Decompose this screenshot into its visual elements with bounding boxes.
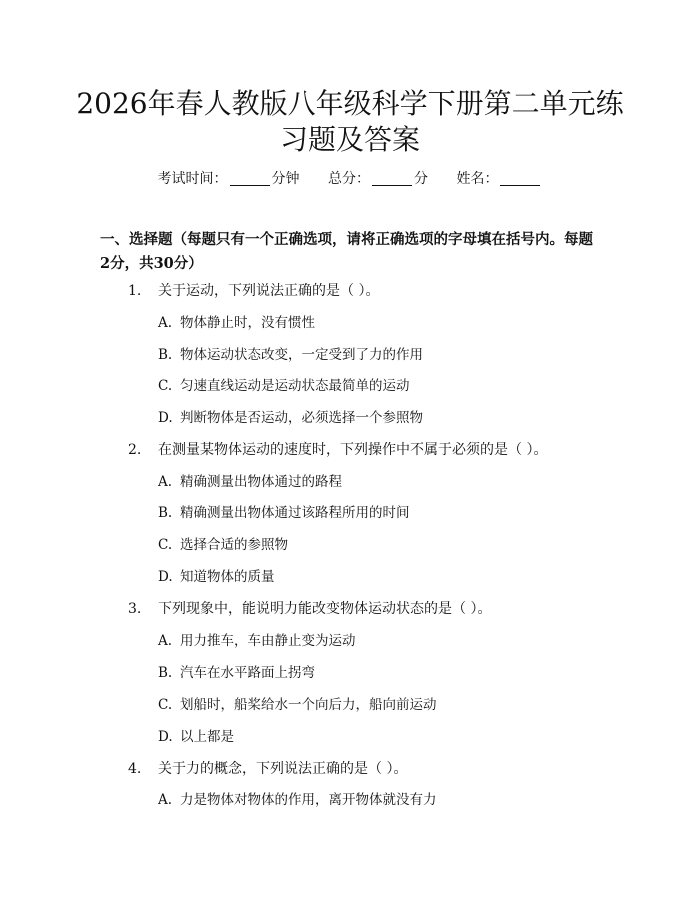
document-title-line-2: 习题及答案 <box>279 123 420 156</box>
question-2 <box>128 440 547 460</box>
option-letter: D. <box>158 569 173 585</box>
option-letter: A. <box>158 315 173 331</box>
question-3-option-b <box>158 663 315 683</box>
question-number: 1. <box>128 283 142 299</box>
total-score-field <box>328 170 428 188</box>
option-text: 精确测量出物体通过该路程所用的时间 <box>180 505 410 521</box>
option-letter: B. <box>158 665 173 681</box>
exam-time-unit: 分钟 <box>271 171 300 187</box>
question-4-option-a <box>158 790 437 810</box>
option-text: 物体运动状态改变，一定受到了力的作用 <box>180 347 423 363</box>
option-letter: A. <box>158 474 173 490</box>
question-3-option-a <box>158 631 356 651</box>
exam-time-field <box>158 170 300 188</box>
option-text: 汽车在水平路面上拐弯 <box>180 665 315 681</box>
question-2-option-b <box>158 503 410 523</box>
question-text: 关于运动，下列说法正确的是（ ）。 <box>158 283 380 299</box>
option-letter: C. <box>158 537 173 553</box>
option-text: 选择合适的参照物 <box>180 537 288 553</box>
student-name-label: 姓名： <box>456 171 499 187</box>
total-score-label: 总分： <box>328 171 370 187</box>
question-4 <box>128 759 407 779</box>
exam-meta-row <box>0 170 700 188</box>
option-letter: A. <box>158 792 173 808</box>
question-text: 在测量某物体运动的速度时，下列操作中不属于必须的是（ ）。 <box>158 442 548 458</box>
question-2-option-d <box>158 567 275 587</box>
question-1-option-b <box>158 345 423 365</box>
exam-time-label: 考试时间： <box>157 171 228 187</box>
question-3 <box>128 599 491 619</box>
question-1-option-c <box>158 376 410 396</box>
document-title-line-1: 2026年春人教版八年级科学下册第二单元练 <box>76 87 624 120</box>
option-text: 匀速直线运动是运动状态最简单的运动 <box>180 378 410 394</box>
option-text: 以上都是 <box>180 729 234 745</box>
option-text: 力是物体对物体的作用，离开物体就没有力 <box>180 792 437 808</box>
question-3-option-d <box>158 727 234 747</box>
option-letter: D. <box>158 729 173 745</box>
option-text: 精确测量出物体通过的路程 <box>180 474 342 490</box>
student-name-blank <box>500 171 540 186</box>
option-letter: C. <box>158 697 173 713</box>
question-1 <box>128 281 379 301</box>
question-number: 2. <box>128 442 142 458</box>
question-1-option-d <box>158 408 423 428</box>
question-2-option-a <box>158 472 342 492</box>
question-number: 4. <box>128 761 142 777</box>
question-text: 下列现象中，能说明力能改变物体运动状态的是（ ）。 <box>158 601 492 617</box>
option-letter: B. <box>158 505 173 521</box>
option-text: 知道物体的质量 <box>180 569 275 585</box>
exam-time-blank <box>230 171 270 186</box>
question-3-option-c <box>158 695 437 715</box>
option-letter: D. <box>158 410 173 426</box>
option-text: 用力推车，车由静止变为运动 <box>180 633 356 649</box>
question-text: 关于力的概念，下列说法正确的是（ ）。 <box>158 761 408 777</box>
option-text: 划船时，船桨给水一个向后力，船向前运动 <box>180 697 437 713</box>
option-text: 物体静止时，没有惯性 <box>180 315 315 331</box>
total-score-unit: 分 <box>414 171 428 187</box>
total-score-blank <box>372 171 412 186</box>
option-letter: B. <box>158 347 173 363</box>
option-letter: A. <box>158 633 173 649</box>
option-text: 判断物体是否运动，必须选择一个参照物 <box>180 410 423 426</box>
question-1-option-a <box>158 313 315 333</box>
question-2-option-c <box>158 535 288 555</box>
student-name-field <box>456 170 542 188</box>
option-letter: C. <box>158 378 173 394</box>
question-number: 3. <box>128 601 142 617</box>
section-heading-multiple-choice: 一、选择题（每题只有一个正确选项，请将正确选项的字母填在括号内。每题2分，共30分） <box>100 231 593 272</box>
